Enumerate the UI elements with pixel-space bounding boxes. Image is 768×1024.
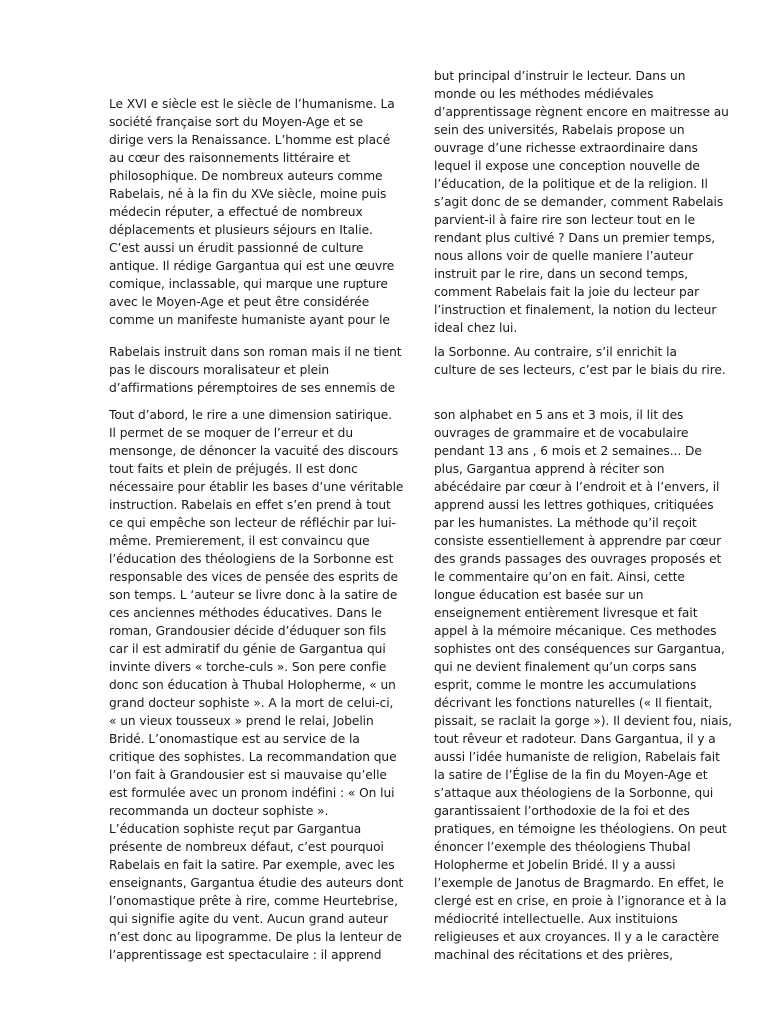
text-line: nécessaire pour établir les bases d’une véritable: [109, 480, 404, 494]
text-line: le commentaire qu’on en fait. Ainsi, cette: [434, 570, 685, 584]
text-line: ces anciennes méthodes éducatives. Dans le: [109, 606, 382, 620]
text-line: d’affirmations péremptoires de ses ennemis de: [109, 381, 396, 395]
text-line: l’instruction et finalement, la notion du lecteur: [434, 303, 717, 317]
text-line: déplacements et plusieurs séjours en Italie.: [109, 223, 373, 237]
text-line: monde ou les méthodes médiévales: [434, 87, 654, 101]
text-line: Le XVI e siècle est le siècle de l’humanisme. La: [109, 97, 395, 111]
text-line: pissait, se raclait la gorge »). Il devient fou, niais,: [434, 714, 733, 728]
text-line: des grands passages des ouvrages proposés et: [434, 552, 722, 566]
text-line: pratiques, en témoigne les théologiens. On peut: [434, 822, 727, 836]
text-line: dirige vers la Renaissance. L’homme est placé: [109, 133, 391, 147]
body-right-column: [434, 406, 733, 964]
text-line: Holopherme et Jobelin Bridé. Il y a aussi: [434, 858, 676, 872]
text-line: longue éducation est basée sur un: [434, 588, 644, 602]
text-line: l’éducation des théologiens de la Sorbonne est: [109, 552, 394, 566]
text-line: lequel il expose une conception nouvelle de: [434, 159, 700, 173]
text-line: appel à la mémoire mécanique. Ces methodes: [434, 624, 717, 638]
text-line: critique des sophistes. La recommandation que: [109, 750, 397, 764]
text-line: mensonge, de dénoncer la vacuité des discours: [109, 444, 399, 458]
text-line: comme un manifeste humaniste ayant pour le: [109, 313, 390, 327]
text-line: par les humanistes. La méthode qu’il reçoit: [434, 516, 697, 530]
text-line: nous allons voir de quelle maniere l’auteur: [434, 249, 694, 263]
text-line: rendant plus cultivé ? Dans un premier temps,: [434, 231, 716, 245]
text-line: pas le discours moralisateur et plein: [109, 363, 330, 377]
text-line: esprit, comme le montre les accumulations: [434, 678, 697, 692]
thesis-left-column: [109, 343, 402, 397]
text-line: plus, Gargantua apprend à réciter son: [434, 462, 665, 476]
text-line: énoncer l’exemple des théologiens Thubal: [434, 840, 691, 854]
text-line: Tout d’abord, le rire a une dimension satirique.: [109, 408, 393, 422]
text-line: qui signifie agite du vent. Aucun grand auteur: [109, 912, 388, 926]
text-line: au cœur des raisonnements littéraire et: [109, 151, 351, 165]
text-line: instruction. Rabelais en effet s’en prend à tout: [109, 498, 391, 512]
text-line: décrivant les fonctions naturelles (« Il fientait,: [434, 696, 713, 710]
text-line: l’apprentissage est spectaculaire : il apprend: [109, 948, 382, 962]
text-line: qui ne devient finalement qu’un corps sans: [434, 660, 697, 674]
text-line: Bridé. L’onomastique est au service de la: [109, 732, 360, 746]
text-line: médecin réputer, a effectué de nombreux: [109, 205, 363, 219]
text-line: l’on fait à Grandousier est si mauvaise qu’elle: [109, 768, 387, 782]
text-line: donc son éducation à Thubal Holopherme, « un: [109, 678, 396, 692]
text-line: abécédaire par cœur à l’endroit et à l’envers, il: [434, 480, 720, 494]
text-line: ouvrage d’une richesse extraordinaire dans: [434, 141, 698, 155]
intro-right-column: [434, 67, 729, 337]
text-line: s’agit donc de se demander, comment Rabelais: [434, 195, 724, 209]
text-line: comment Rabelais fait la joie du lecteur par: [434, 285, 700, 299]
thesis-right-column: [434, 343, 726, 379]
text-line: machinal des récitations et des prières,: [434, 948, 673, 962]
text-line: aussi l’idée humaniste de religion, Rabelais fait: [434, 750, 720, 764]
text-line: pendant 13 ans , 6 mois et 2 semaines... De: [434, 444, 702, 458]
text-line: d’apprentissage règnent encore en maitresse au: [434, 105, 729, 119]
body-left-column: [109, 406, 404, 964]
text-line: « un vieux tousseux » prend le relai, Jobelin: [109, 714, 374, 728]
text-line: antique. Il rédige Gargantua qui est une œuvre: [109, 259, 395, 273]
text-line: avec le Moyen-Age et peut être considérée: [109, 295, 370, 309]
text-line: sophistes ont des conséquences sur Gargantua,: [434, 642, 725, 656]
text-line: présente de nombreux défaut, c’est pourquoi: [109, 840, 384, 854]
text-line: but principal d’instruir le lecteur. Dans un: [434, 69, 686, 83]
text-line: car il est admiratif du génie de Gargantua qui: [109, 642, 386, 656]
text-line: invinte divers « torche-culs ». Son pere confie: [109, 660, 387, 674]
text-line: sein des universités, Rabelais propose un: [434, 123, 685, 137]
text-line: son alphabet en 5 ans et 3 mois, il lit des: [434, 408, 684, 422]
text-line: L’éducation sophiste reçut par Gargantua: [109, 822, 362, 836]
text-line: religieuses et aux croyances. Il y a le caractère: [434, 930, 719, 944]
text-line: grand docteur sophiste ». A la mort de celui-ci,: [109, 696, 394, 710]
text-line: Rabelais, né à la fin du XVe siècle, moine puis: [109, 187, 387, 201]
text-line: n’est donc au lipogramme. De plus la lenteur de: [109, 930, 402, 944]
text-line: enseignement entièrement livresque et fait: [434, 606, 698, 620]
text-line: C’est aussi un érudit passionné de culture: [109, 241, 364, 255]
text-line: Rabelais instruit dans son roman mais il ne tient: [109, 345, 402, 359]
text-line: la Sorbonne. Au contraire, s’il enrichit la: [434, 345, 677, 359]
text-line: ideal chez lui.: [434, 321, 518, 335]
text-line: son temps. L ‘auteur se livre donc à la satire de: [109, 588, 398, 602]
text-line: l’exemple de Janotus de Bragmardo. En effet, le: [434, 876, 724, 890]
text-line: responsable des vices de pensée des esprits de: [109, 570, 398, 584]
intro-left-column: [109, 95, 394, 329]
text-line: l’onomastique prête à rire, comme Heurtebrise,: [109, 894, 398, 908]
text-line: est formulée avec un pronom indéfini : « On lui: [109, 786, 395, 800]
text-line: s’attaque aux théologiens de la Sorbonne, qui: [434, 786, 714, 800]
text-line: recommanda un docteur sophiste ».: [109, 804, 329, 818]
text-line: ouvrages de grammaire et de vocabulaire: [434, 426, 689, 440]
text-line: société française sort du Moyen-Age et se: [109, 115, 364, 129]
text-line: comique, inclassable, qui marque une rupture: [109, 277, 388, 291]
text-line: apprend aussi les lettres gothiques, critiquées: [434, 498, 714, 512]
text-line: même. Premierement, il est convaincu que: [109, 534, 370, 548]
text-line: clergé est en crise, en proie à l’ignorance et à la: [434, 894, 727, 908]
text-line: garantissaient l’orthodoxie de la foi et des: [434, 804, 690, 818]
text-line: ce qui empêche son lecteur de réfléchir par lui-: [109, 516, 396, 530]
text-line: consiste essentiellement à apprendre par cœur: [434, 534, 722, 548]
text-line: culture de ses lecteurs, c’est par le biais du rire.: [434, 363, 726, 377]
text-line: la satire de l’Église de la fin du Moyen-Age et: [434, 768, 708, 782]
text-line: Il permet de se moquer de l’erreur et du: [109, 426, 354, 440]
text-line: parvient-il à faire rire son lecteur tout en le: [434, 213, 696, 227]
text-line: philosophique. De nombreux auteurs comme: [109, 169, 383, 183]
text-line: tout rêveur et radoteur. Dans Gargantua, il y a: [434, 732, 716, 746]
text-line: roman, Grandousier décide d’éduquer son fils: [109, 624, 387, 638]
text-line: Rabelais en fait la satire. Par exemple, avec les: [109, 858, 395, 872]
text-line: instruit par le rire, dans un second temps,: [434, 267, 689, 281]
text-line: enseignants, Gargantua étudie des auteurs dont: [109, 876, 404, 890]
text-line: médiocrité intellectuelle. Aux instituions: [434, 912, 678, 926]
text-line: l’éducation, de la politique et de la religion. Il: [434, 177, 708, 191]
text-line: tout faits et plein de préjugés. Il est donc: [109, 462, 358, 476]
